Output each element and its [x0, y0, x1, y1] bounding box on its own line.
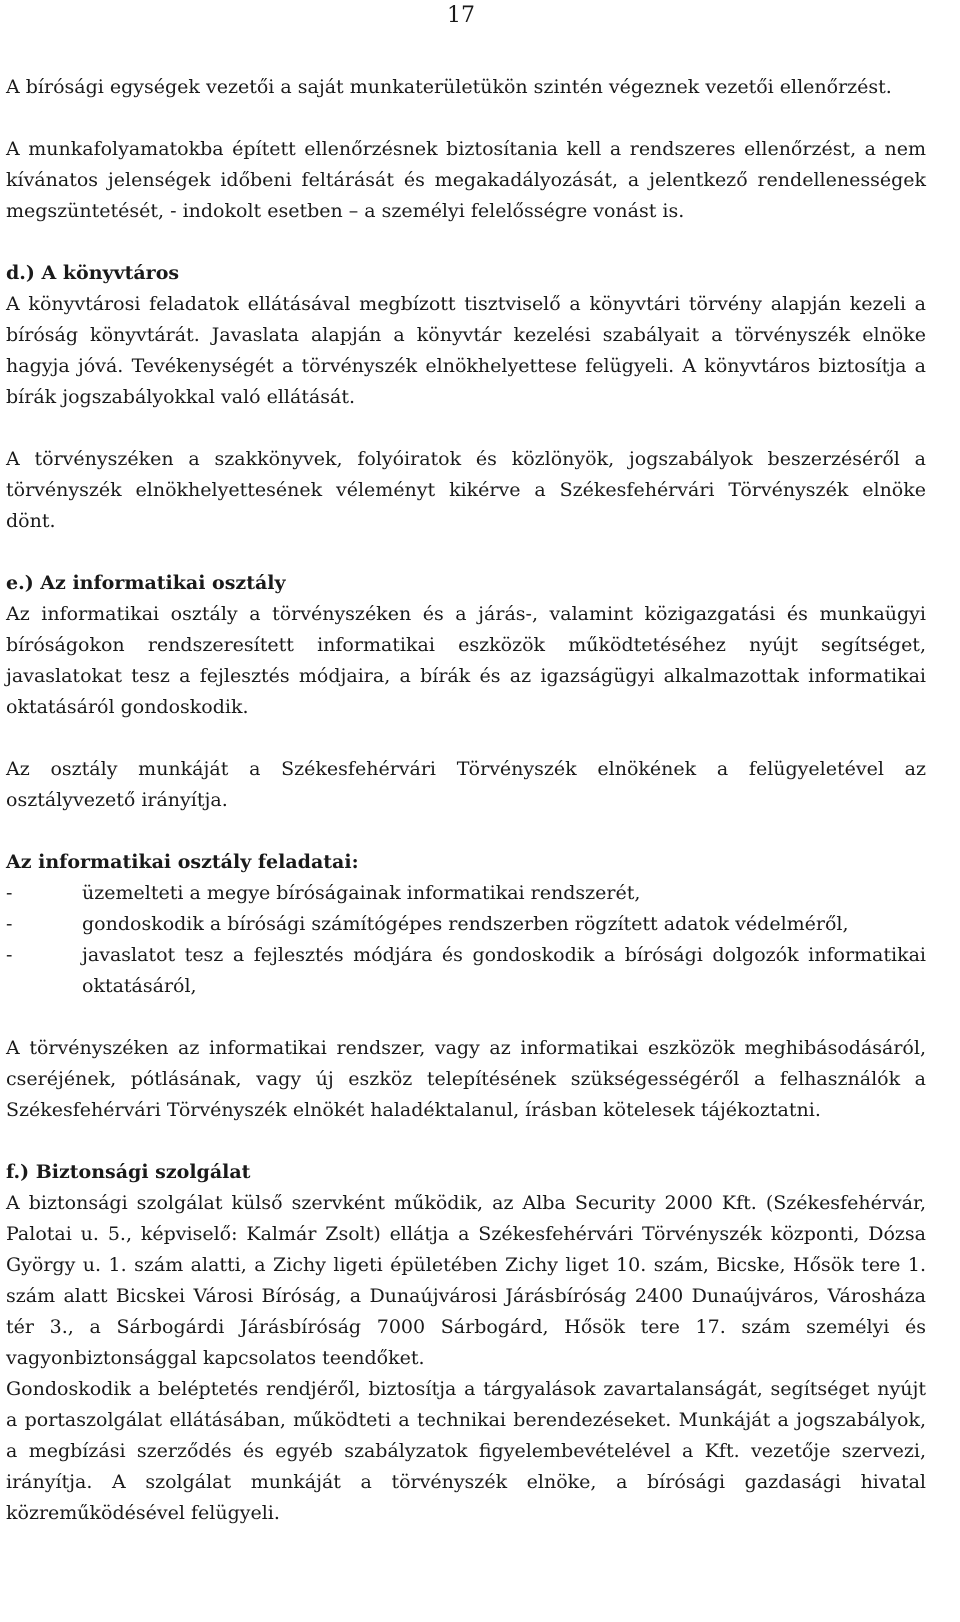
paragraph-it-department-supervision: Az osztály munkáját a Székesfehérvári Törvényszék elnökének a felügyeletével az osztályvezető irányítja.	[6, 758, 926, 811]
list-item	[6, 878, 926, 909]
list-dash: -	[6, 882, 13, 904]
list-item-text: üzemelteti a megye bíróságainak informatikai rendszerét,	[82, 882, 641, 904]
paragraph-it-fault-reporting: A törvényszéken az informatikai rendszer, vagy az informatikai eszközök meghibásodásáról, cseréjének, pótlásának, vagy új eszköz telepítésének szükségességéről a felhasználók a Székesfehérvári Törvényszék elnökét haladéktalanul, írásban kötelesek tájékoztatni.	[6, 1037, 926, 1121]
page-number: 17	[447, 3, 475, 28]
heading-it-department: e.) Az informatikai osztály	[6, 572, 286, 594]
paragraph-embedded-control: A munkafolyamatokba épített ellenőrzésnek biztosítania kell a rendszeres ellenőrzést, a nem kívánatos jelenségek időbeni feltárását és megakadályozását, a jelentkező rendellenességek megszüntetését, - indokolt esetben – a személyi felelősségre vonást is.	[6, 138, 926, 222]
heading-it-tasks: Az informatikai osztály feladatai:	[6, 851, 359, 873]
list-item	[6, 909, 926, 940]
paragraph-library-purchases: A törvényszéken a szakkönyvek, folyóiratok és közlönyök, jogszabályok beszerzéséről a törvényszék elnökhelyettesének véleményt kikérve a Székesfehérvári Törvényszék elnöke dönt.	[6, 448, 926, 532]
paragraph-it-department-role: Az informatikai osztály a törvényszéken és a járás-, valamint közigazgatási és munkaügyi bíróságokon rendszeresített informatikai eszközök működtetéséhez nyújt segítséget, javaslatokat tesz a fejlesztés módjaira, a bírák és az igazságügyi alkalmazottak informatikai oktatásáról gondoskodik.	[6, 603, 926, 718]
paragraph-security-duties: Gondoskodik a beléptetés rendjéről, biztosítja a tárgyalások zavartalanságát, segítséget nyújt a portaszolgálat ellátásában, működteti a technikai berendezéseket. Munkáját a jogszabályok, a megbízási szerződés és egyéb szabályzatok figyelembevételével a Kft. vezetője szervezi, irányítja. A szolgálat munkáját a törvényszék elnöke, a bírósági gazdasági hivatal közreműködésével felügyeli.	[6, 1378, 926, 1524]
heading-librarian: d.) A könyvtáros	[6, 262, 180, 284]
list-dash: -	[6, 944, 13, 966]
paragraph-security-provider: A biztonsági szolgálat külső szervként működik, az Alba Security 2000 Kft. (Székesfehérvár, Palotai u. 5., képviselő: Kalmár Zsolt) ellátja a Székesfehérvári Törvényszék központi, Dózsa György u. 1. szám alatti, a Zichy ligeti épületében Zichy liget 10. szám, Bicske, Hősök tere 1. szám alatt Bicskei Városi Bíróság, a Dunaújvárosi Járásbíróság 2400 Dunaújváros, Városháza tér 3., a Sárbogárdi Járásbíróság 7000 Sárbogárd, Hősök tere 17. szám személyi és vagyonbiztonsággal kapcsolatos teendőket.	[6, 1192, 926, 1369]
it-tasks-list	[6, 878, 926, 1002]
list-item	[6, 940, 926, 1002]
paragraph-librarian-duties: A könyvtárosi feladatok ellátásával megbízott tisztviselő a könyvtári törvény alapján kezeli a bíróság könyvtárát. Javaslata alapján a könyvtár kezelési szabályait a törvényszék elnöke hagyja jóvá. Tevékenységét a törvényszék elnökhelyettese felügyeli. A könyvtáros biztosítja a bírák jogszabályokkal való ellátását.	[6, 293, 926, 408]
document-page	[6, 0, 926, 1622]
paragraph-unit-leaders-control: A bírósági egységek vezetői a saját munkaterületükön szintén végeznek vezetői ellenőrzést.	[6, 76, 892, 98]
list-item-text: gondoskodik a bírósági számítógépes rendszerben rögzített adatok védelméről,	[82, 913, 849, 935]
heading-security-service: f.) Biztonsági szolgálat	[6, 1161, 251, 1183]
list-dash: -	[6, 913, 13, 935]
list-item-text: javaslatot tesz a fejlesztés módjára és gondoskodik a bírósági dolgozók informatikai oktatásáról,	[82, 944, 926, 997]
